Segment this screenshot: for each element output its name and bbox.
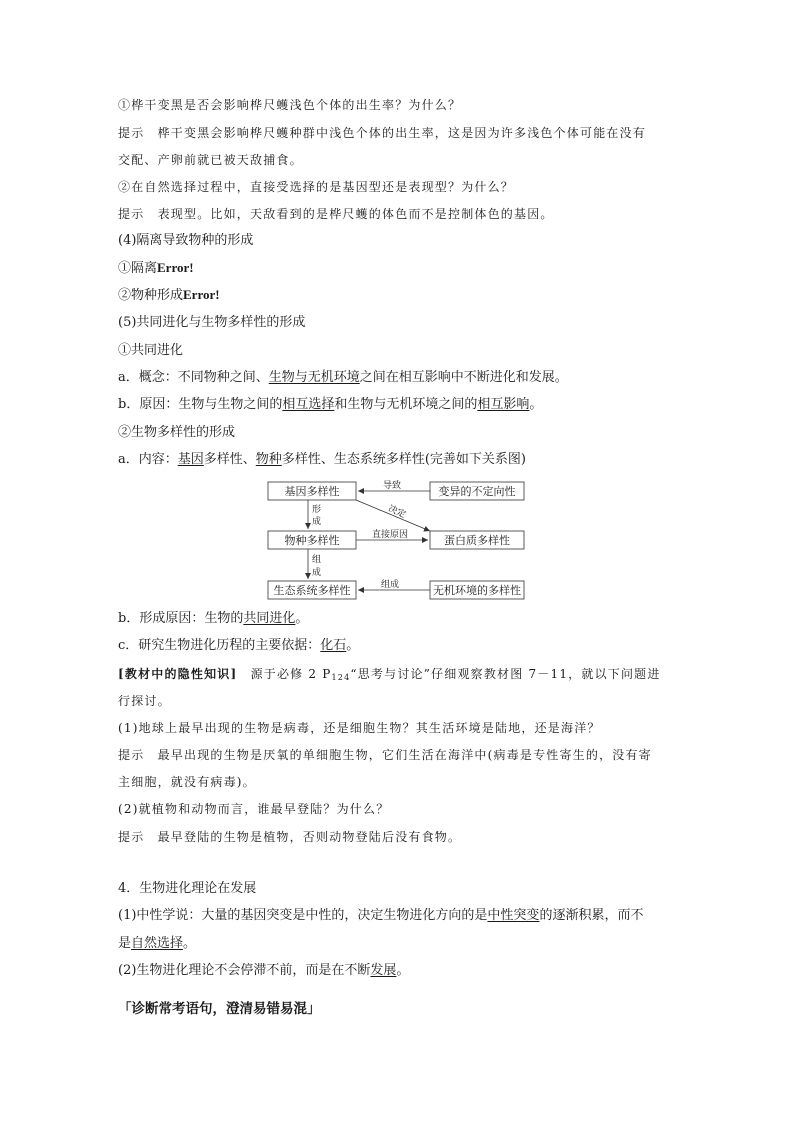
formation-cause: b．形成原因：生物的共同进化。 [118,611,309,626]
question-1: ①桦干变黑是否会影响桦尺蠖浅色个体的出生率？为什么？ [118,98,462,112]
isolation-error: Error! [157,260,194,275]
blank-species: 物种 [255,452,282,467]
gene-diversity-label: 基因多样性 [284,485,340,498]
neutral-theory-line1: (1)中性学说：大量的基因突变是中性的，决定生物进化方向的是中性突变的逐渐积累，而不 [118,908,644,923]
biodiversity-heading: ②生物多样性的形成 [118,425,236,440]
hidden-knowledge-tag: [教材中的隐性知识] [118,667,238,681]
hidden-knowledge-line1: [教材中的隐性知识] 源于必修 2 $P_{124}“$思考与讨论”仔细观察教材图 7－11，就以下问题进 [118,667,661,682]
lead-to-label: 导致 [382,481,402,491]
section-evolution-theory-title: 4．生物进化理论在发展 [118,881,257,896]
blank-abiotic: 生物与无机环境 [268,370,360,385]
theory-development-line: (2)生物进化理论不会停滞不前，而是在不断发展。 [118,963,410,978]
answer-1-line1: 提示 桦干变黑会影响桦尺蠖种群中浅色个体的出生率，这是因为许多浅色个体可能在没有 [118,126,647,140]
abiotic-diversity-label: 无机环境的多样性 [433,584,521,597]
coevolution-concept: a．概念：不同物种之间、生物与无机环境之间在相互影响中不断进化和发展。 [118,370,568,385]
isolation-item [118,259,194,278]
blank-development: 发展 [370,963,397,978]
decide-label: 决定 [386,503,408,521]
section-4-title: (4)隔离导致物种的形成 [118,233,254,248]
hidden-answer-1-line2: 主细胞，就没有病毒)。 [118,775,256,789]
form-label-2: 成 [312,517,322,527]
variation-label: 变异的不定向性 [438,485,516,498]
hidden-question-2: (2)就植物和动物而言，谁最早登陆？为什么？ [118,802,390,816]
blank-neutral-mutation: 中性突变 [487,908,540,923]
answer-2: 提示 表现型。比如，天敌看到的是桦尺蠖的体色而不是控制体色的基因。 [118,207,554,221]
species-diversity-label: 物种多样性 [284,534,340,547]
compose-label: 组成 [380,580,400,590]
biodiversity-content: a．内容：基因多样性、物种多样性、生态系统多样性(完善如下关系图) [118,452,526,467]
coevolution-cause: b．原因：生物与生物之间的相互选择和生物与无机环境之间的相互影响。 [118,397,543,412]
answer-1-line2: 交配、产卵前就已被天敌捕食。 [118,153,303,167]
isolation-label: ①隔离 [118,261,158,276]
hidden-question-1: (1)地球上最早出现的生物是病毒，还是细胞生物？其生活环境是陆地，还是海洋？ [118,721,601,735]
speciation-label: ②物种形成 [118,288,184,303]
biodiversity-diagram [262,478,532,602]
evolution-evidence: c．研究生物进化历程的主要依据：化石。 [118,638,360,653]
blank-mutual-selection: 相互选择 [282,397,335,412]
coevolution-heading: ①共同进化 [118,343,184,358]
compose-label-1: 组 [312,555,322,565]
diagnosis-banner: 「诊断常考语句，澄清易错易混」 [118,1001,321,1017]
blank-mutual-influence: 相互影响 [477,397,530,412]
blank-natural-selection: 自然选择 [131,936,184,951]
compose-label-2: 成 [312,568,322,578]
hidden-answer-2: 提示 最早登陆的生物是植物，否则动物登陆后没有食物。 [118,830,462,844]
speciation-error: Error! [183,287,220,302]
question-2: ②在自然选择过程中，直接受选择的是基因型还是表现型？为什么？ [118,180,515,194]
hidden-knowledge-line2: 行探讨。 [118,694,171,708]
blank-coevolution: 共同进化 [243,611,296,626]
blank-fossil: 化石 [320,638,347,653]
form-label-1: 形 [312,505,322,515]
speciation-item [118,286,220,305]
section-5-title: (5)共同进化与生物多样性的形成 [118,315,306,330]
neutral-theory-line2: 是自然选择。 [118,936,197,951]
blank-gene: 基因 [177,452,204,467]
ecosystem-diversity-label: 生态系统多样性 [273,584,351,597]
direct-cause-label: 直接原因 [371,530,409,540]
hidden-answer-1-line1: 提示 最早出现的生物是厌氧的单细胞生物，它们生活在海洋中(病毒是专性寄生的，没有寄 [118,748,652,762]
protein-diversity-label: 蛋白质多样性 [444,534,510,547]
